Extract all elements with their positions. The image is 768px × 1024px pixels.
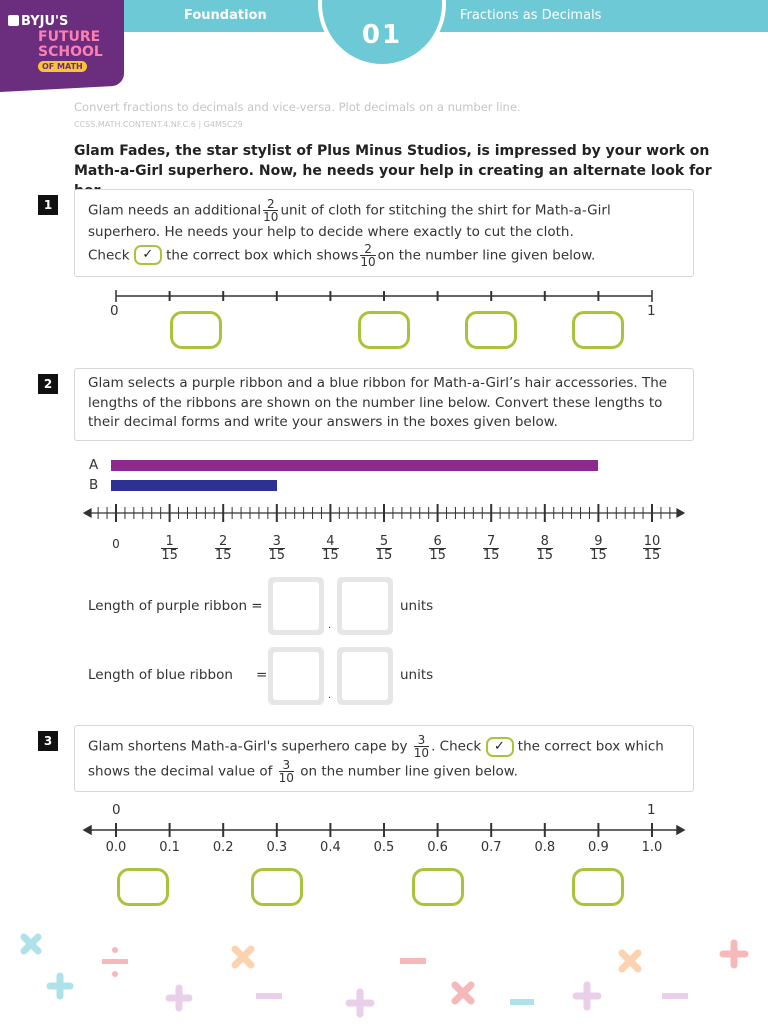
level-label: Foundation [184,8,267,23]
fraction-2-10: $\frac{2}{10}$ [360,241,376,269]
plus-icon [723,943,745,965]
q3-tick-label: 0.1 [159,840,180,855]
topic-label: Fractions as Decimals [460,8,602,23]
q2-tick-label: $\frac{10}{15}$ [643,534,661,563]
q2-tick-label: $\frac{4}{15}$ [322,534,339,563]
q1-start-label: 0 [110,303,119,319]
decimal-point: . [328,620,332,631]
q2-tick-label: $\frac{3}{15}$ [268,534,286,563]
q1-end-label: 1 [647,303,656,319]
times-icon [235,949,251,965]
q2-tick-label: $\frac{7}{15}$ [482,534,500,563]
logo-brand: BYJU'S [8,14,68,29]
question-1-text: Glam needs an additional $\frac{2}{10}$ unit of cloth for stitching the shirt for Math-a-Girl superhero. He needs your help to decide where exactly to cut the cloth. Check ✓ the correct box which shows $\frac{2}{10}$ on the number line given below. [88,197,611,269]
q2-tick-label: 0 [112,537,120,551]
blue-equals: = [256,667,268,683]
plus-icon [50,976,70,996]
objective: Convert fractions to decimals and vice-versa. Plot decimals on a number line. [74,100,521,114]
times-icon [24,937,38,951]
divide-icon [102,947,128,977]
q3-top-end-label: 1 [647,802,656,818]
question-number-1: 1 [38,195,58,215]
minus-icon [400,958,426,964]
q3-tick-label: 1.0 [641,840,663,855]
question-3-text: Glam shortens Math-a-Girl's superhero cape by $\frac{3}{10}$ . Check ✓ the correct box which shows the decimal value of $\frac{3}{10}$ on the number line given below. [88,733,664,785]
fraction-2-10: $\frac{2}{10}$ [263,197,279,224]
q2-tick-label: $\frac{5}{15}$ [375,534,393,563]
fraction-3-10: $\frac{3}{10}$ [413,733,430,760]
q3-tick-label: 0.5 [373,840,395,855]
logo-badge: OF MATH [38,61,87,72]
intro-text: Glam Fades, the star stylist of Plus Minus Studios, is impressed by your work on Math-a-Girl superhero. Now, he needs your help in creating an alternate look for [74,143,712,179]
q2-tick-label: $\frac{9}{15}$ [590,534,607,563]
purple-units-label: units [400,598,434,614]
q3-tick-label: 0.6 [427,840,448,855]
q3-tick-label: 0.4 [320,840,341,855]
times-icon [455,985,471,1001]
blue-units-label: units [400,667,434,683]
decimal-point: . [328,690,332,701]
times-icon [622,953,638,969]
minus-icon [256,993,282,999]
fraction-3-10: $\frac{3}{10}$ [278,758,294,785]
q2-tick-label: $\frac{2}{15}$ [214,534,232,563]
purple-ribbon-label: Length of purple ribbon = [88,598,263,614]
q3-tick-label: 0.9 [588,840,609,855]
q3-top-start-label: 0 [112,802,121,818]
ribbon-a-label: A [89,457,99,473]
question-2-text: Glam selects a purple ribbon and a blue ribbon for Math-a-Girl’s hair accessories. The lengths of the ribbons are shown on the number line below. Convert these lengths to their decimal forms and write your answers in the boxes given below. [88,375,668,430]
minus-icon [662,993,688,999]
plus-icon [349,992,371,1014]
question-number-2: 2 [38,374,58,394]
ribbon-b-label: B [89,477,99,493]
q2-tick-label: $\frac{1}{15}$ [161,534,178,563]
q3-tick-label: 0.3 [266,840,288,855]
q3-tick-label: 0.0 [105,840,127,855]
q3-tick-label: 0.7 [480,840,502,855]
q2-tick-label: $\frac{6}{15}$ [429,534,446,563]
plus-icon [576,985,598,1007]
check-mark-icon: ✓ [486,737,514,757]
q3-tick-label: 0.8 [534,840,556,855]
q2-tick-label: $\frac{8}{15}$ [536,534,554,563]
plus-icon [169,988,189,1008]
minus-icon [510,999,534,1005]
sheet-number: 01 [361,20,403,50]
question-number-3: 3 [38,731,58,751]
check-mark-icon: ✓ [134,245,162,265]
logo-text: FUTURE SCHOOL [38,29,103,60]
blue-ribbon-label: Length of blue ribbon [88,667,233,683]
standard-code: CCSS.MATH.CONTENT.4.NF.C.6 | G4M5C29 [74,120,243,129]
q3-tick-label: 0.2 [212,840,234,855]
